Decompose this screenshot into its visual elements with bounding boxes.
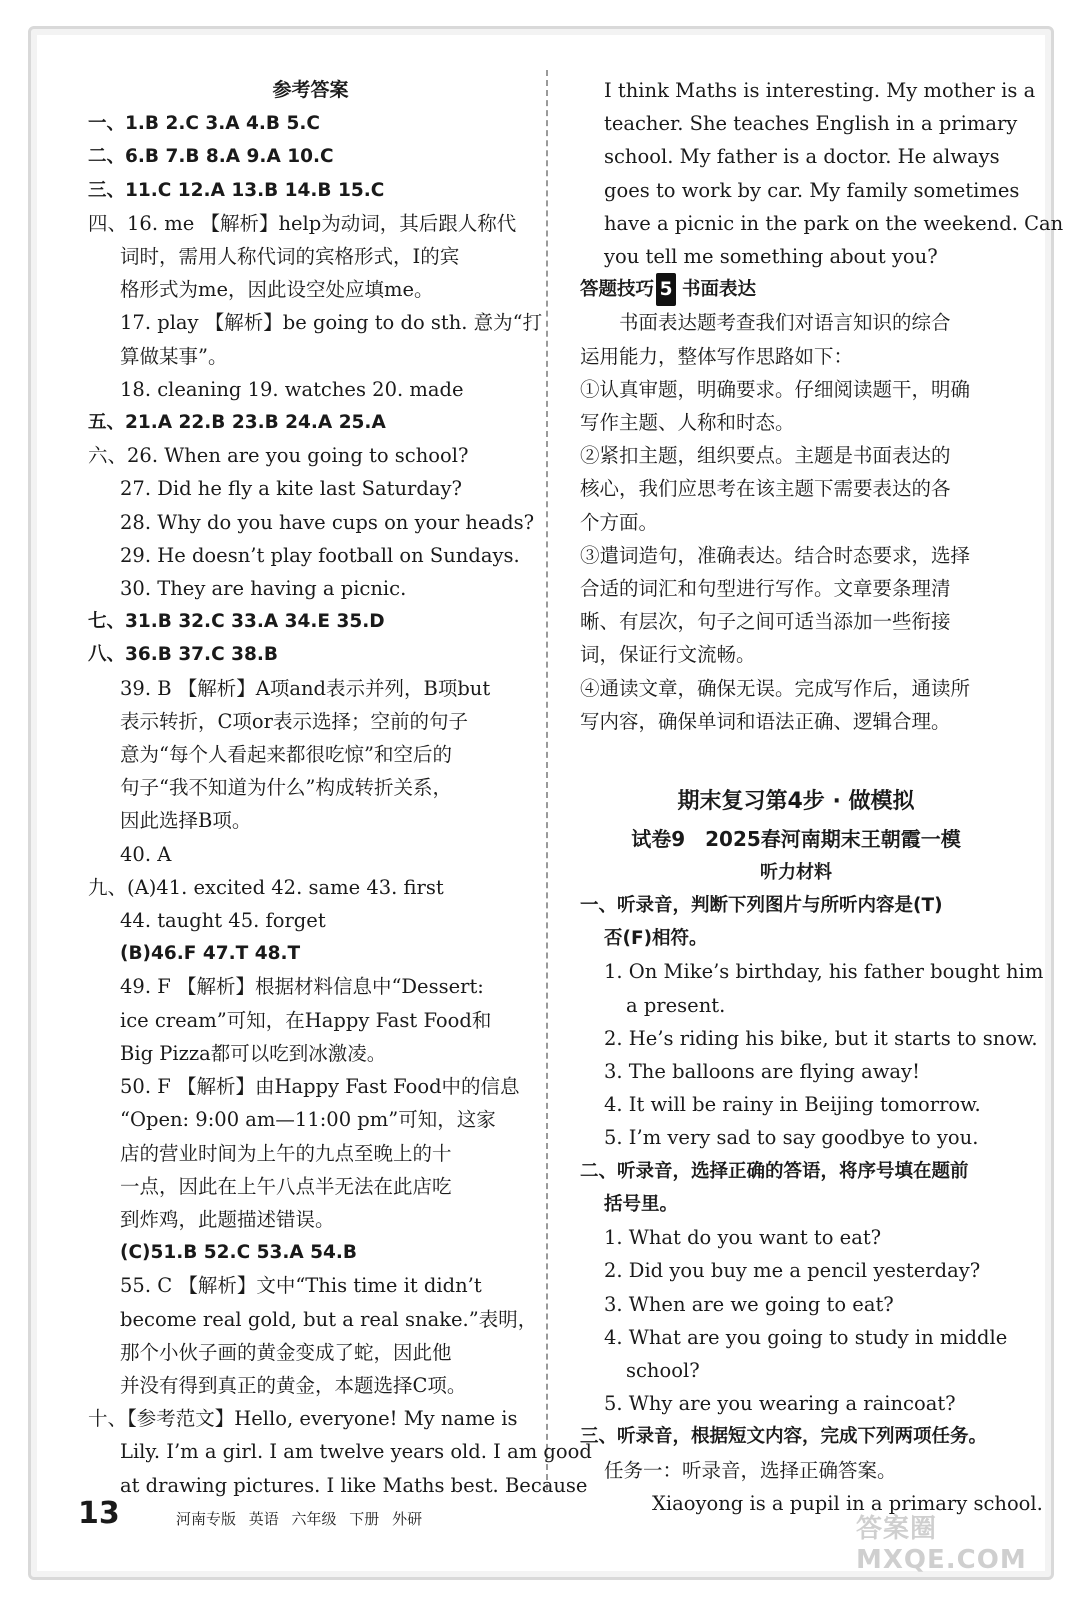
listening-line: 否(F)相符。 — [604, 928, 708, 950]
tip-line: 词，保证行文流畅。 — [580, 643, 756, 667]
answer-line: 六、26. When are you going to school? — [88, 444, 469, 468]
answer-line: Lily. I’m a girl. I am twelve years old. I am good — [120, 1440, 592, 1464]
answer-line: 格形式为me，因此设空处应填me。 — [120, 278, 434, 302]
answer-line: 那个小伙子画的黄金变成了蛇，因此他 — [120, 1340, 452, 1364]
tip-prefix: 答题技巧 — [580, 279, 655, 301]
tip-line: 晰、有层次，句子之间可适当添加一些衔接 — [580, 610, 951, 634]
essay-line: goes to work by car. My family sometimes — [604, 178, 1020, 202]
answer-line: 一点，因此在上午八点半无法在此店吃 — [120, 1174, 452, 1198]
tip-number-badge: 5 — [656, 273, 676, 306]
watermark-logo: 答案圈 MXQE.COM — [856, 1514, 1027, 1575]
answer-line: 算做某事”。 — [120, 344, 228, 368]
page-footer — [78, 1496, 778, 1540]
tip-line: 合适的词汇和句型进行写作。文章要条理清 — [580, 577, 951, 601]
paper-title: 试卷9 2025春河南期末王朝霞一模 — [631, 827, 961, 852]
listening-line: 一、听录音，判断下列图片与所听内容是(T) — [580, 895, 943, 917]
answer-line: 八、36.B 37.C 38.B — [88, 644, 278, 666]
listening-line: 3. The balloons are flying away! — [604, 1060, 920, 1084]
answer-line: 三、11.C 12.A 13.B 14.B 15.C — [88, 179, 385, 201]
essay-line: you tell me something about you? — [604, 245, 938, 269]
material-title: 听力材料 — [760, 862, 832, 884]
tip-line: 运用能力，整体写作思路如下： — [580, 344, 854, 368]
answer-line: 句子“我不知道为什么”构成转折关系， — [120, 776, 452, 800]
answer-line: become real gold, but a real snake.”表明， — [120, 1307, 538, 1331]
listening-line: 2. He’s riding his bike, but it starts to snow. — [604, 1026, 1038, 1050]
tip-line: 个方面。 — [580, 510, 659, 534]
tip-line: ③遣词造句，准确表达。结合时态要求，选择 — [580, 543, 971, 567]
answer-line: 27. Did he fly a kite last Saturday? — [120, 477, 462, 501]
listening-line: 任务一：听录音，选择正确答案。 — [604, 1458, 897, 1482]
answers-title: 参考答案 — [272, 79, 349, 101]
answer-line: 28. Why do you have cups on your heads? — [120, 510, 535, 534]
listening-line: 括号里。 — [604, 1193, 679, 1215]
answer-line: at drawing pictures. I like Maths best. Because — [120, 1473, 588, 1497]
answer-line: 一、1.B 2.C 3.A 4.B 5.C — [88, 113, 320, 135]
listening-line: 1. What do you want to eat? — [604, 1226, 882, 1250]
answer-line: 五、21.A 22.B 23.B 24.A 25.A — [88, 412, 386, 434]
tip-line: ②紧扣主题，组织要点。主题是书面表达的 — [580, 444, 951, 468]
answer-line: 意为“每个人看起来都很吃惊”和空后的 — [120, 743, 452, 767]
page-number: 13 — [78, 1496, 120, 1531]
listening-line: 3. When are we going to eat? — [604, 1292, 894, 1316]
tip-line: 核心，我们应思考在该主题下需要表达的各 — [580, 477, 951, 501]
listening-line: 三、听录音，根据短文内容，完成下列两项任务。 — [580, 1426, 988, 1448]
listening-line: 5. Why are you wearing a raincoat? — [604, 1392, 956, 1416]
listening-line: 二、听录音，选择正确的答语，将序号填在题前 — [580, 1160, 969, 1182]
answer-line: 因此选择B项。 — [120, 809, 252, 833]
answer-line: 七、31.B 32.C 33.A 34.E 35.D — [88, 611, 385, 633]
answer-line: ice cream”可知，在Happy Fast Food和 — [120, 1008, 492, 1032]
answer-line: 到炸鸡，此题描述错误。 — [120, 1207, 335, 1231]
answer-line: 55. C 【解析】文中“This time it didn’t — [120, 1274, 482, 1298]
answer-line: 17. play 【解析】be going to do sth. 意为“打 — [120, 311, 543, 335]
essay-line: have a picnic in the park on the weekend. Can — [604, 211, 1064, 235]
tip-title: 书面表达 — [682, 279, 757, 301]
answer-line: 店的营业时间为上午的九点至晚上的十 — [120, 1141, 452, 1165]
answer-line: 并没有得到真正的黄金，本题选择C项。 — [120, 1373, 467, 1397]
answer-line: 40. A — [120, 842, 172, 866]
listening-line: school? — [626, 1358, 700, 1382]
listening-line: Xiaoyong is a pupil in a primary school. — [652, 1491, 1043, 1515]
listening-line: 1. On Mike’s birthday, his father bought him — [604, 960, 1044, 984]
listening-line: 2. Did you buy me a pencil yesterday? — [604, 1259, 981, 1283]
answer-line: 词时，需用人称代词的宾格形式，I的宾 — [120, 245, 460, 269]
listening-line: 4. It will be rainy in Beijing tomorrow. — [604, 1093, 981, 1117]
listening-line: a present. — [626, 993, 726, 1017]
tip-line: 书面表达题考查我们对语言知识的综合 — [619, 311, 951, 335]
answer-line: 二、6.B 7.B 8.A 9.A 10.C — [88, 146, 334, 168]
listening-line: 4. What are you going to study in middle — [604, 1325, 1008, 1349]
tip-line: ④通读文章，确保无误。完成写作后，通读所 — [580, 676, 971, 700]
answer-line: (C)51.B 52.C 53.A 54.B — [120, 1242, 357, 1264]
answer-line: 39. B 【解析】A项and表示并列，B项but — [120, 676, 491, 700]
listening-line: 5. I’m very sad to say goodbye to you. — [604, 1126, 979, 1150]
answer-line: 44. taught 45. forget — [120, 909, 326, 933]
section-title: 期末复习第4步 · 做模拟 — [677, 789, 915, 815]
answer-line: (B)46.F 47.T 48.T — [120, 943, 301, 965]
right-column — [580, 74, 1064, 1520]
answer-line: 49. F 【解析】根据材料信息中“Dessert: — [120, 975, 484, 999]
answer-line: 九、(A)41. excited 42. same 43. first — [88, 875, 444, 899]
tip-line: ①认真审题，明确要求。仔细阅读题干，明确 — [580, 377, 971, 401]
answer-line: 29. He doesn’t play football on Sundays. — [120, 543, 520, 567]
answer-column — [88, 74, 592, 1502]
tip-heading — [580, 273, 1012, 306]
tip-line: 写作主题、人称和时态。 — [580, 411, 795, 435]
answer-line: 50. F 【解析】由Happy Fast Food中的信息 — [120, 1075, 520, 1099]
essay-line: teacher. She teaches English in a primary — [604, 112, 1018, 136]
footer-info: 河南专版 英语 六年级 下册 外研 — [176, 1510, 423, 1528]
answer-line: 表示转折，C项or表示选择；空前的句子 — [120, 709, 468, 733]
answer-line: “Open: 9:00 am—11:00 pm”可知，这家 — [120, 1108, 496, 1132]
column-divider — [546, 70, 548, 1490]
essay-line: school. My father is a doctor. He always — [604, 145, 1000, 169]
answer-line: 18. cleaning 19. watches 20. made — [120, 377, 464, 401]
answer-line: 四、16. me 【解析】help为动词，其后跟人称代 — [88, 211, 517, 235]
answer-line: Big Pizza都可以吃到冰激凌。 — [120, 1041, 387, 1065]
essay-line: I think Maths is interesting. My mother is a — [604, 79, 1036, 102]
answer-line: 十、【参考范文】Hello, everyone! My name is — [88, 1407, 518, 1431]
tip-line: 写内容，确保单词和语法正确、逻辑合理。 — [580, 709, 951, 733]
answer-line: 30. They are having a picnic. — [120, 577, 407, 601]
